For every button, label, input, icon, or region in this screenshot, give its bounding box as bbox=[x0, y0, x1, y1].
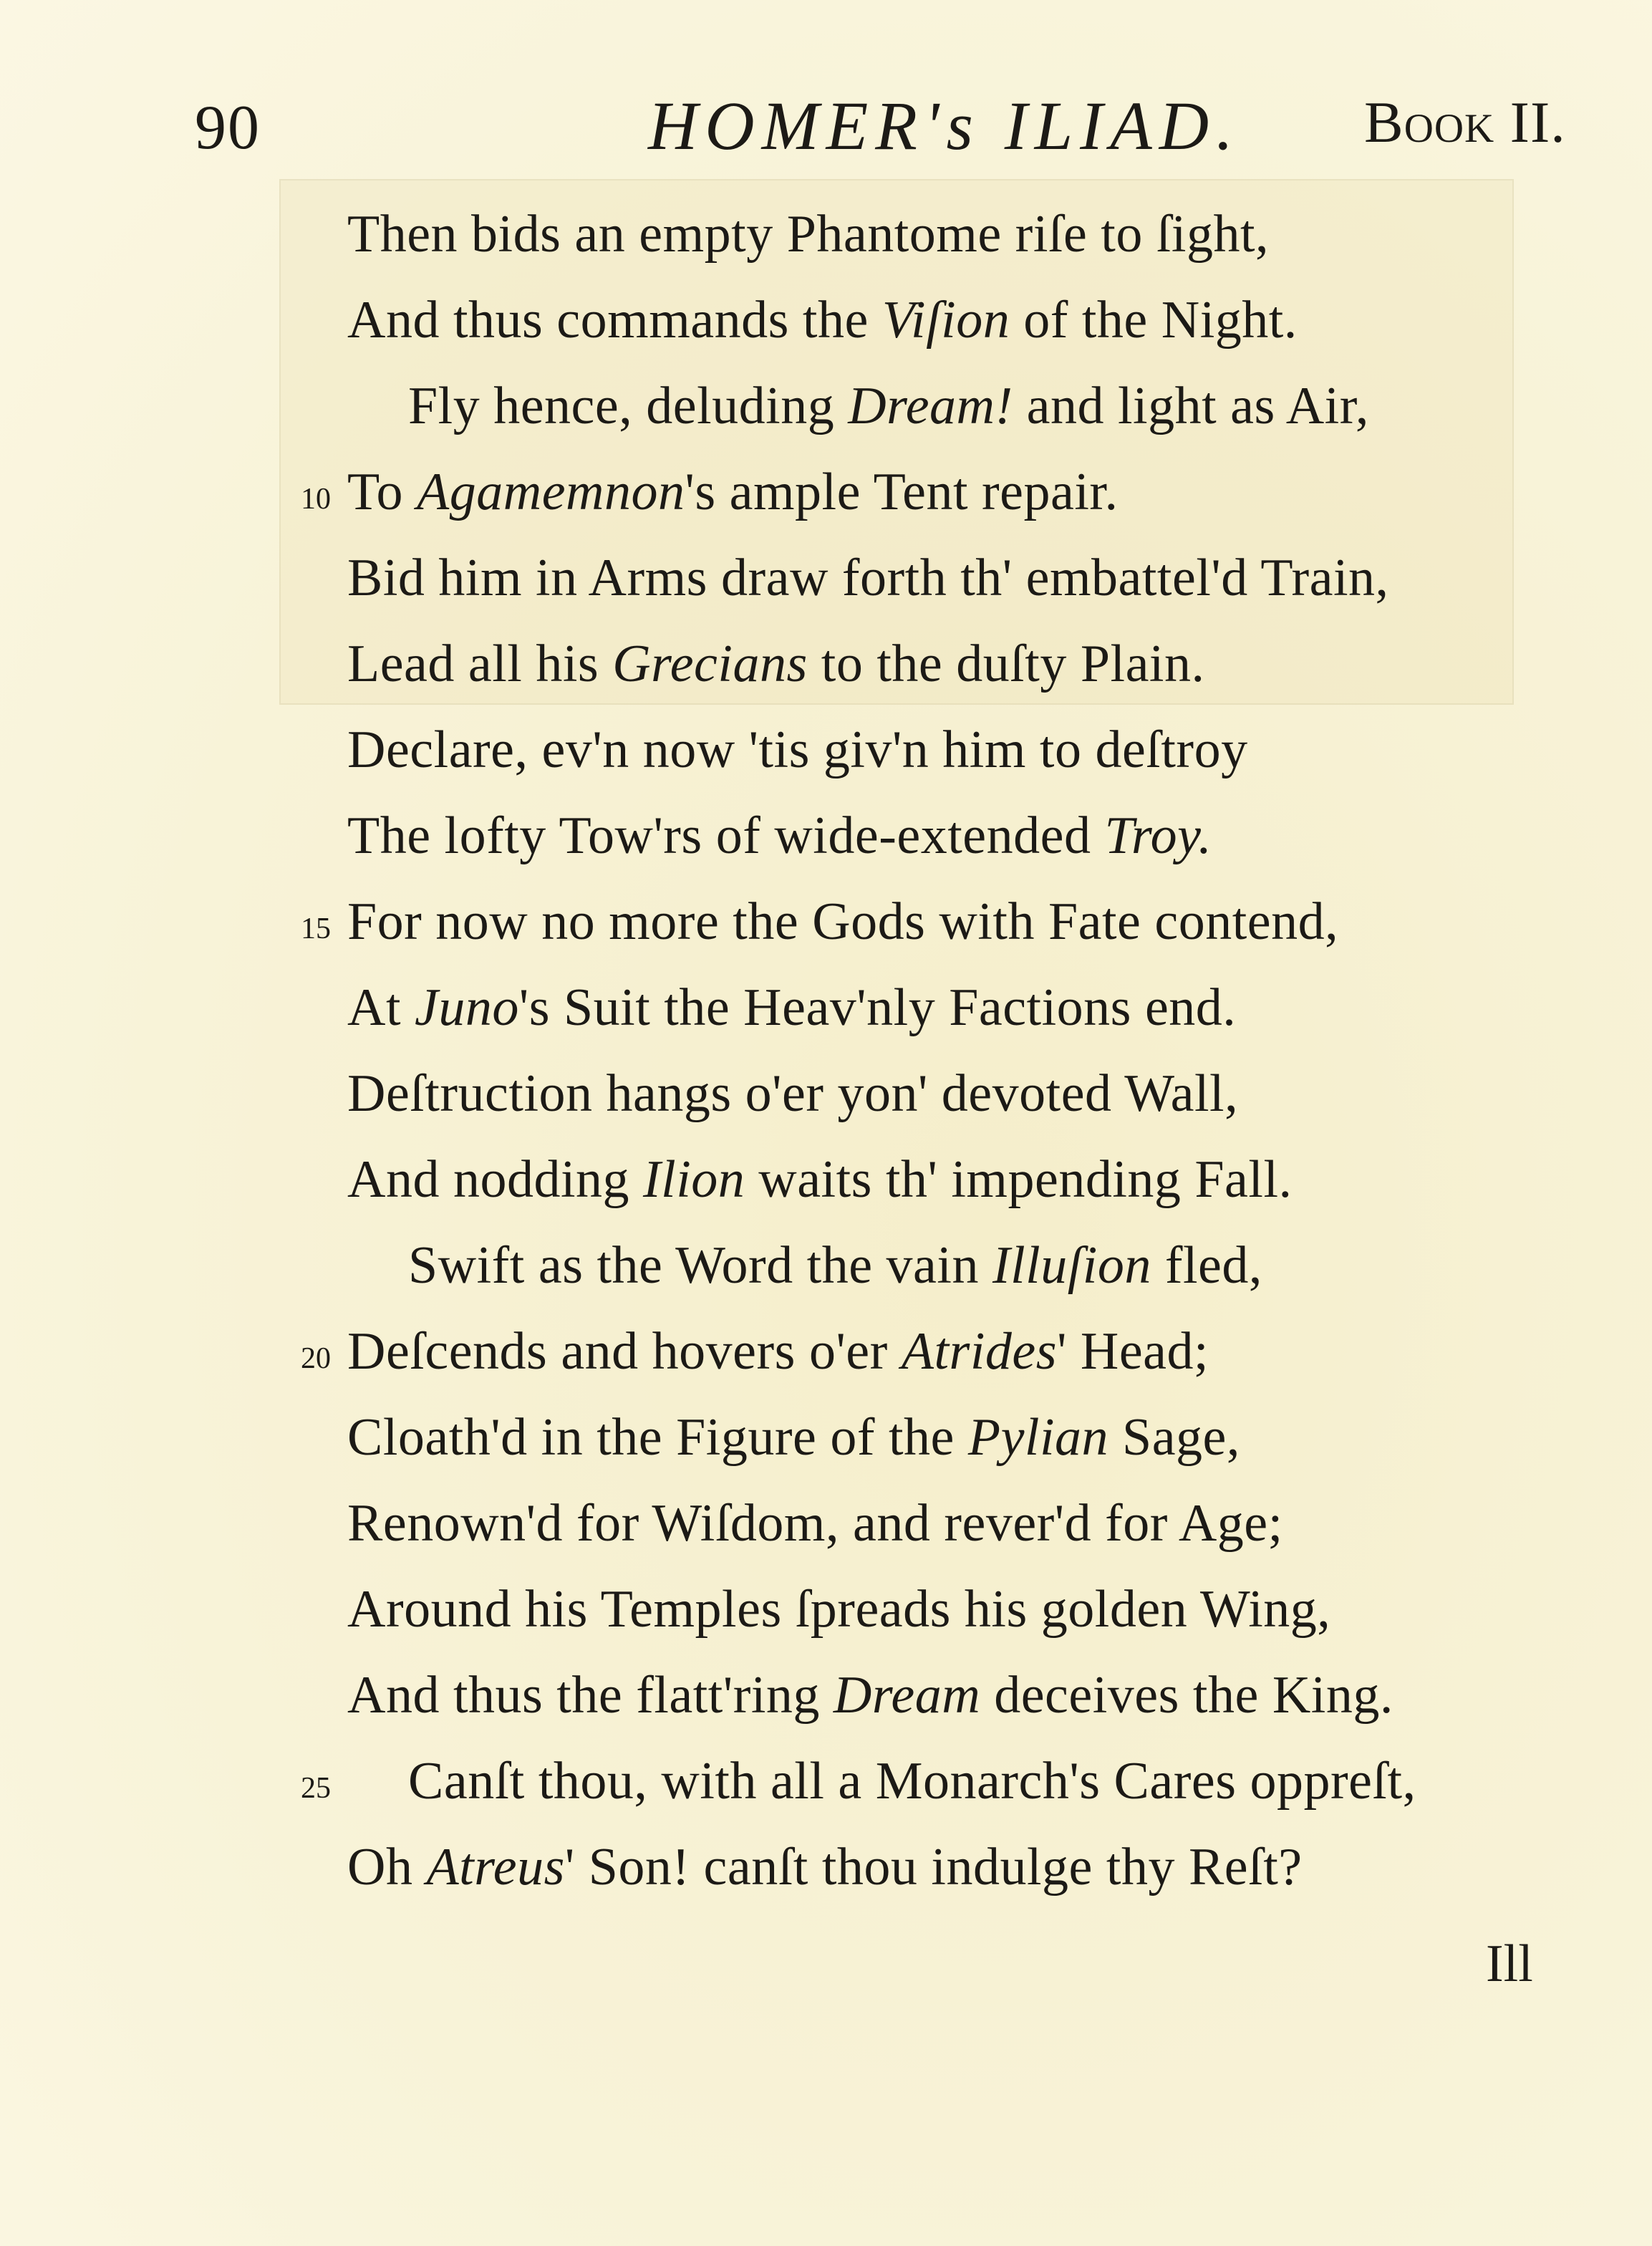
verse-text: of the Night. bbox=[1010, 291, 1298, 350]
italic-word: Pylian bbox=[967, 1408, 1109, 1467]
verse-line bbox=[347, 1064, 1238, 1124]
verse-text: Renown'd for Wiſdom, and rever'd for Age; bbox=[347, 1494, 1283, 1553]
line-number: 10 bbox=[301, 483, 331, 516]
italic-word: Dream bbox=[833, 1666, 981, 1725]
verse-text: For now no more the Gods with Fate contend, bbox=[347, 892, 1339, 951]
verse-text: Sage, bbox=[1108, 1408, 1240, 1467]
italic-word: Atreus bbox=[426, 1838, 565, 1896]
verse-text: and light as Air, bbox=[1013, 377, 1369, 435]
italic-word: Illuſion bbox=[992, 1236, 1151, 1295]
verse-line bbox=[408, 376, 1369, 437]
running-title: HOMER's ILIAD. bbox=[648, 87, 1241, 164]
italic-word: Ilion bbox=[643, 1150, 745, 1209]
italic-word: Grecians bbox=[612, 635, 808, 693]
book-label: Book II. bbox=[1364, 90, 1566, 155]
verse-text: Canſt thou, with all a Monarch's Cares oppreſt, bbox=[408, 1752, 1416, 1811]
line-number: 15 bbox=[301, 912, 331, 945]
italic-word: Juno bbox=[415, 978, 519, 1037]
verse-line bbox=[347, 720, 1248, 781]
verse-line bbox=[347, 1837, 1303, 1898]
verse-text: And nodding bbox=[347, 1150, 643, 1209]
page-number: 90 bbox=[195, 93, 261, 163]
verse-text: deceives the King. bbox=[980, 1666, 1393, 1725]
verse-line bbox=[347, 548, 1389, 609]
verse-text: to the duſty Plain. bbox=[807, 635, 1205, 693]
verse-text: Bid him in Arms draw forth th' embattel'd Train, bbox=[347, 549, 1389, 607]
verse-line bbox=[347, 634, 1204, 695]
verse-text: Fly hence, deluding bbox=[408, 377, 849, 435]
verse-line bbox=[347, 290, 1298, 351]
verse-line bbox=[347, 806, 1212, 867]
verse-text: At bbox=[347, 978, 415, 1037]
italic-word: Viſion bbox=[881, 291, 1010, 350]
verse-line bbox=[347, 1407, 1240, 1468]
italic-word: Atrides bbox=[901, 1322, 1058, 1381]
verse-text: Lead all his bbox=[347, 635, 613, 693]
verse-text: The lofty Tow'rs of wide-extended bbox=[347, 806, 1105, 865]
italic-word: Agamemnon bbox=[417, 463, 685, 521]
verse-line bbox=[408, 1751, 1416, 1812]
verse-text: Deſcends and hovers o'er bbox=[347, 1322, 902, 1381]
verse-text: Around his Temples ſpreads his golden Wing, bbox=[347, 1580, 1331, 1639]
verse-text: fled, bbox=[1151, 1236, 1262, 1295]
verse-text: To bbox=[347, 463, 417, 521]
verse-text: Swift as the Word the vain bbox=[408, 1236, 992, 1295]
verse-text: And thus commands the bbox=[347, 291, 882, 350]
verse-text: ' Son! canſt thou indulge thy Reſt? bbox=[564, 1838, 1303, 1896]
verse-text: waits th' impending Fall. bbox=[745, 1150, 1293, 1209]
verse-line bbox=[347, 892, 1338, 953]
verse-text: Declare, ev'n now 'tis giv'n him to deſtroy bbox=[347, 720, 1248, 779]
line-number: 20 bbox=[301, 1342, 331, 1375]
running-header bbox=[0, 86, 1652, 165]
verse-text: Cloath'd in the Figure of the bbox=[347, 1408, 968, 1467]
verse-line bbox=[347, 1321, 1209, 1382]
verse-text: Deſtruction hangs o'er yon' devoted Wall, bbox=[347, 1064, 1239, 1123]
verse-line bbox=[408, 1235, 1262, 1296]
italic-word: Dream! bbox=[848, 377, 1013, 435]
verse-text: 's Suit the Heav'nly Factions end. bbox=[518, 978, 1237, 1037]
verse-line bbox=[347, 1493, 1283, 1554]
verse-line bbox=[347, 978, 1236, 1038]
verse-text: Oh bbox=[347, 1838, 427, 1896]
line-number: 25 bbox=[301, 1772, 331, 1805]
verse-line bbox=[347, 1665, 1393, 1726]
verse-line bbox=[347, 1579, 1330, 1640]
verse-line bbox=[347, 462, 1118, 523]
verse-text: ' Head; bbox=[1057, 1322, 1209, 1381]
verse-line bbox=[347, 1149, 1293, 1210]
verse-text: 's ample Tent repair. bbox=[685, 463, 1119, 521]
verse-line bbox=[347, 204, 1269, 265]
verse-text: And thus the flatt'ring bbox=[347, 1666, 834, 1725]
catchword: Ill bbox=[1486, 1934, 1533, 1993]
italic-word: Troy. bbox=[1104, 806, 1212, 865]
verse-text: Then bids an empty Phantome riſe to ſight, bbox=[347, 205, 1270, 264]
